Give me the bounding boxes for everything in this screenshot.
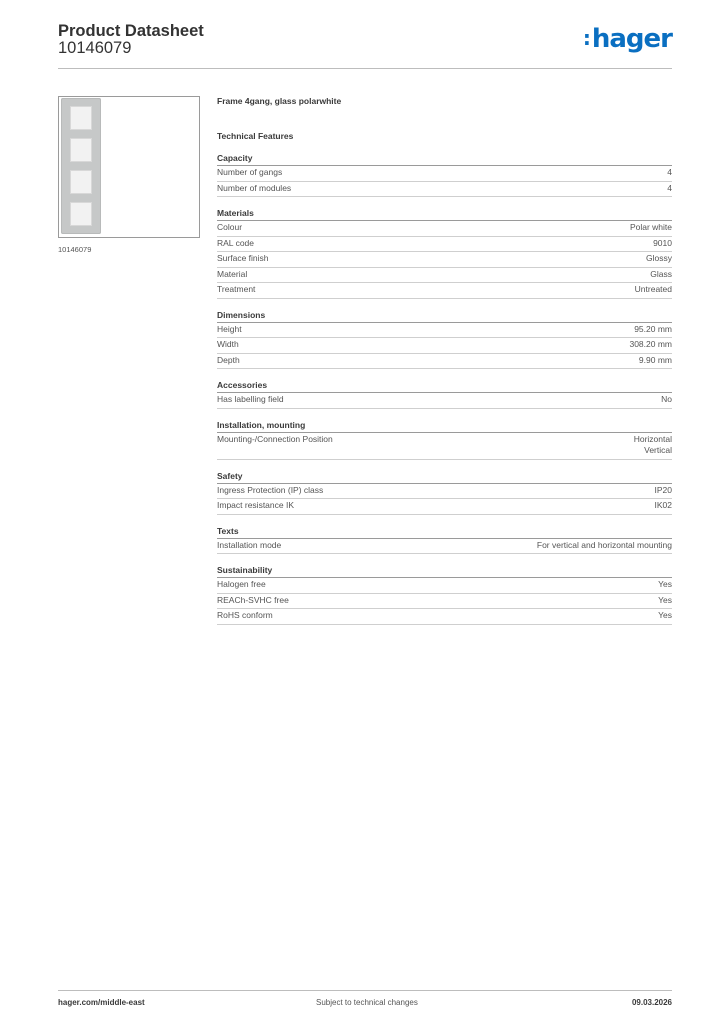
spec-section (217, 379, 672, 409)
spec-label: RAL code (217, 237, 255, 248)
spec-row (217, 283, 672, 299)
footer-divider (58, 990, 672, 991)
frame-slot (70, 202, 92, 226)
section-title: Installation, mounting (217, 419, 672, 433)
spec-value (658, 610, 672, 622)
spec-value (646, 253, 672, 265)
spec-value (667, 183, 672, 195)
spec-value (639, 355, 672, 367)
spec-row (217, 594, 672, 610)
spec-value (537, 540, 672, 552)
spec-value-line: No (661, 394, 672, 404)
spec-value-line: 9.90 mm (638, 354, 672, 365)
page-title: Product Datasheet (58, 22, 204, 40)
section-title: Materials (217, 207, 672, 221)
spec-row (217, 268, 672, 284)
spec-value-line: Untreated (634, 284, 672, 294)
hager-logo (583, 24, 672, 54)
spec-value-line: 4 (667, 182, 672, 193)
section-title: Accessories (217, 379, 672, 393)
spec-value-line: 9010 (653, 237, 672, 248)
spec-value (630, 222, 672, 234)
spec-row (217, 354, 672, 370)
spec-label: Treatment (217, 284, 256, 294)
spec-value (650, 269, 672, 281)
spec-label: Surface finish (217, 253, 269, 263)
spec-section (217, 419, 672, 460)
spec-value-line: Yes (658, 610, 672, 620)
technical-content (217, 95, 672, 635)
spec-label: RoHS conform (217, 610, 273, 620)
spec-value-line: 95.20 mm (634, 323, 672, 334)
spec-label: Ingress Protection (IP) class (217, 484, 324, 495)
spec-label: Material (217, 268, 248, 279)
spec-value-line: IK02 (654, 500, 672, 510)
spec-label: Impact resistance IK (217, 500, 295, 510)
spec-row (217, 484, 672, 500)
spec-section (217, 207, 672, 299)
spec-value-line: Vertical (644, 445, 672, 455)
spec-row (217, 182, 672, 198)
spec-row (217, 323, 672, 339)
spec-row (217, 433, 672, 460)
image-caption: 10146079 (58, 245, 92, 254)
spec-value-line: For vertical and horizontal mounting (536, 539, 672, 550)
spec-value-line: 308.20 mm (629, 339, 672, 349)
spec-section (217, 309, 672, 370)
spec-section (217, 152, 672, 197)
spec-value-line: Glass (650, 268, 672, 279)
spec-value-line: Polar white (629, 222, 672, 232)
section-title: Safety (217, 470, 672, 484)
spec-value-line: Yes (658, 594, 672, 605)
spec-row (217, 338, 672, 354)
section-title: Capacity (217, 152, 672, 166)
spec-value (634, 434, 672, 457)
spec-value-line: 4 (667, 167, 672, 177)
product-name: Frame 4gang, glass polarwhite (217, 96, 342, 106)
spec-label: REACh-SVHC free (217, 594, 289, 605)
frame-slot (70, 138, 92, 162)
spec-label: Width (217, 339, 239, 349)
footer-website: hager.com/middle-east (58, 998, 145, 1007)
technical-features-title: Technical Features (217, 131, 294, 141)
spec-label: Number of modules (217, 182, 292, 193)
frame-slot (70, 170, 92, 194)
spec-row (217, 252, 672, 268)
spec-value (635, 284, 672, 296)
spec-label: Halogen free (217, 579, 266, 589)
section-title: Dimensions (217, 309, 672, 323)
spec-value (634, 324, 672, 336)
section-title: Texts (217, 525, 672, 539)
spec-value (629, 339, 672, 351)
footer-date: 09.03.2026 (631, 998, 672, 1007)
feature-sections (217, 152, 672, 625)
spec-label: Height (217, 323, 242, 334)
spec-value (667, 167, 672, 179)
logo-text: hager (591, 24, 672, 54)
spec-value (655, 500, 673, 512)
spec-row (217, 578, 672, 594)
header-divider (58, 68, 672, 69)
spec-label: Mounting-/Connection Position (217, 433, 333, 444)
spec-section (217, 564, 672, 625)
spec-value (653, 238, 672, 250)
spec-section (217, 525, 672, 555)
spec-label: Colour (217, 222, 243, 232)
logo-dots-icon: : (582, 26, 591, 50)
spec-label: Number of gangs (217, 167, 283, 177)
spec-value (655, 485, 673, 497)
spec-value-line: Glossy (646, 253, 672, 263)
spec-value (658, 595, 672, 607)
spec-row (217, 539, 672, 555)
spec-row (217, 393, 672, 409)
page-header (58, 20, 672, 70)
footer-notice: Subject to technical changes (316, 998, 418, 1007)
spec-row (217, 499, 672, 515)
spec-row (217, 221, 672, 237)
spec-label: Has labelling field (217, 394, 284, 404)
spec-value-line: IP20 (654, 484, 672, 495)
spec-value-line: Horizontal (633, 433, 672, 444)
product-frame-image (61, 98, 101, 234)
spec-label: Depth (217, 354, 240, 365)
spec-row (217, 166, 672, 182)
spec-value (661, 394, 672, 406)
spec-label: Installation mode (217, 539, 282, 550)
frame-slot (70, 106, 92, 130)
section-title: Sustainability (217, 564, 672, 578)
spec-value-line: Yes (658, 579, 672, 589)
spec-value (658, 579, 672, 591)
spec-section (217, 470, 672, 515)
spec-row (217, 609, 672, 625)
spec-row (217, 237, 672, 253)
product-id: 10146079 (58, 39, 132, 57)
